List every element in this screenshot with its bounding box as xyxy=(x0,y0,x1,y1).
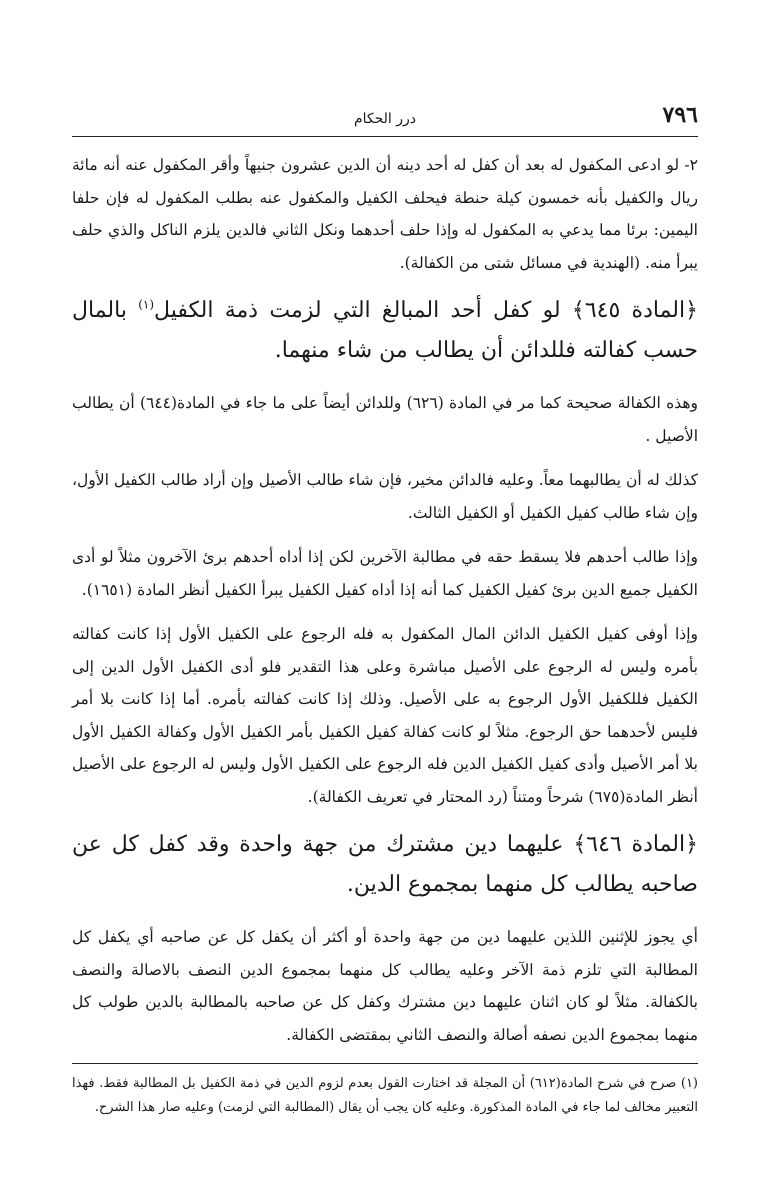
paragraph-commentary-3: وإذا طالب أحدهم فلا يسقط حقه في مطالبة الآخرين لكن إذا أداه أحدهم برئ الآخرون مثلاً لو أدى الكفيل جميع الدين برئ كفيل الكفيل كما أنه إذا أداه كفيل الكفيل يبرأ الكفيل أنظر المادة (١٦٥١). xyxy=(72,548,698,599)
footnote: (١) صرح في شرح المادة(٦١٢) أن المجلة قد اختارت القول بعدم لزوم الدين في ذمة الكفيل بل المطالبة فقط. فهذا التعبير مخالف لما جاء في المادة المذكورة. وعليه كان يجب أن يقال (المطالبة التي لزمت) وعليه صار هذا الشرح. xyxy=(72,1076,698,1115)
article-645-text-continued: بالمال حسب كفالته فللدائن أن يطالب من شاء منهما. xyxy=(72,298,698,363)
page-header xyxy=(72,100,698,137)
article-646: ﴿المادة ٦٤٦﴾ عليهما دين مشترك من جهة واحدة وقد كفل كل عن صاحبه يطالب كل منهما بمجموع الدين. xyxy=(72,832,699,897)
footnote-separator xyxy=(72,1063,698,1064)
paragraph-item-2: ٢- لو ادعى المكفول له بعد أن كفل له أحد دينه أن الدين عشرون جنيهاً وأقر المكفول عنه أنه مائة ريال والكفيل بأنه خمسون كيلة حنطة فيحلف الكفيل والمكفول عنه بطلب المكفول له فإن حلفا اليمين: برئا مما يدعي به المكفول له وإذا حلف أحدهما ونكل الثاني فالدين يلزم الناكل والذي حلف يبرأ منه. (الهندية في مسائل شتى من الكفالة). xyxy=(72,156,698,272)
paragraph-commentary-5: أي يجوز للإثنين اللذين عليهما دين من جهة واحدة أو أكثر أن يكفل كل عن صاحبه أي يكفل كل المطالبة التي تلزم ذمة الآخر وعليه يطالب كل منهما بمجموع الدين النصف بالاصالة والنصف بالكفالة. مثلاً لو كان اثنان عليهما دين مشترك وكفل كل عن صاحبه بالمطالبة بالدين طولب كل منهما بمجموع الدين نصفه أصالة والنصف الثاني بمقتضى الكفالة. xyxy=(72,928,698,1044)
paragraph-commentary-2: كذلك له أن يطالبهما معاً. وعليه فالدائن مخير، فإن شاء طالب الأصيل وإن أراد طالب الكفيل الأول، وإن شاء طالب كفيل الكفيل أو الكفيل الثالث. xyxy=(72,471,698,522)
running-title: درر الحكام xyxy=(353,111,417,127)
article-645 xyxy=(72,291,698,371)
paragraph-commentary-1: وهذه الكفالة صحيحة كما مر في المادة (٦٢٦) وللدائن أيضاً على ما جاء في المادة(٦٤٤) أن يطالب الأصيل . xyxy=(72,394,698,445)
article-645-text: ﴿المادة ٦٤٥﴾ لو كفل أحد المبالغ التي لزمت ذمة الكفيل xyxy=(154,298,698,323)
page-number: ٧٩٦ xyxy=(662,102,698,128)
paragraph-commentary-4: وإذا أوفى كفيل الكفيل الدائن المال المكفول به فله الرجوع على الكفيل الأول إذا كانت كفالته بأمره وليس له الرجوع على الأصيل مباشرة وعلى هذا التقدير فلو أدى الكفيل الأول الدين إلى الكفيل فللكفيل الأول الرجوع به على الأصيل. وذلك إذا كانت كفالته بأمره. أما إذا كانت بلا أمر فليس لأحدهما حق الرجوع. مثلاً لو كانت كفالة كفيل الكفيل بأمر الكفيل الأول وكفالة الكفيل الأول بلا أمر الأصيل وأدى كفيل الكفيل الدين فله الرجوع على الكفيل الأول وليس له الرجوع على الأصيل أنظر المادة(٦٧٥) شرحاً ومتناً (رد المحتار في تعريف الكفالة). xyxy=(72,625,698,806)
footnote-reference: (١) xyxy=(138,297,155,312)
document-page xyxy=(72,100,698,1120)
